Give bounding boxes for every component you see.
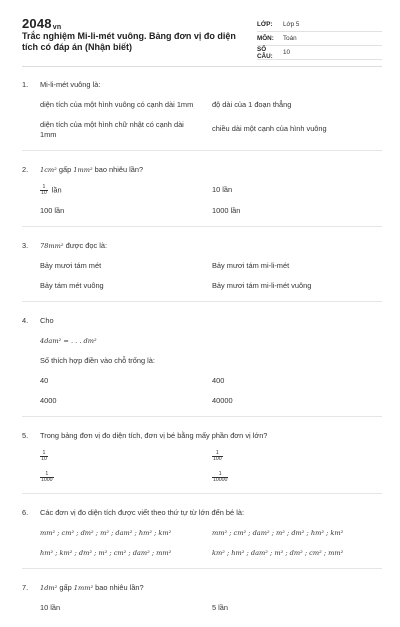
answer-option[interactable]: hm² ; km² ; dm² ; m² ; cm² ; dam² ; mm² [40,549,172,557]
question-4: 4. Cho 4dam² = . . . dm² Số thích hợp điền vào chỗ trống là: 40 400 4000 40000 [22,316,382,417]
question-text: Trong bảng đơn vị đo diện tích, đơn vị bé bằng mấy phần đơn vị lớn? [40,431,268,440]
answer-option[interactable]: mm² ; cm² ; dm² ; m² ; dam² ; hm² ; km² [40,529,172,537]
answer-option[interactable]: Bảy mươi tám mi-li-mét [212,261,290,270]
answer-option[interactable]: Bảy mươi tám mi-li-mét vuông [212,281,312,290]
answer-option[interactable]: 10 lần [212,185,233,194]
page-title: Trắc nghiệm Mi-li-mét vuông. Bảng đơn vị đo diện tích có đáp án (Nhận biết) [22,31,236,52]
answer-option[interactable]: độ dài của 1 đoạn thẳng [212,100,292,109]
answer-option[interactable]: km² ; hm² ; dam² ; m² ; dm² ; cm² ; mm² [212,549,344,557]
question-divider [22,226,382,227]
answer-option[interactable]: 40 [40,376,49,385]
fraction: $\frac{1}{1000}$ [41,471,53,483]
question-divider [22,493,382,494]
site-logo[interactable]: $2048_{vn}$ [22,16,62,31]
answer-option[interactable]: chiều dài một cạnh của hình vuông [212,124,327,133]
answer-option[interactable] [40,451,212,462]
question-6: 6. Các đơn vị đo diện tích được viết theo thứ tự từ lớn đến bé là: mm² ; cm² ; dm² ; m² ; dam² ; hm² ; km² mm² ; cm² ; dam² ; m² ; dm² ; hm² ; km² hm² ; km² ; dm² ; m² ; cm² ; dam² ; mm² km² ; hm² ; dam² ; m² ; dm² ; cm² ; mm² [22,508,382,569]
question-2: 2. 1cm² gấp 1mm² bao nhiêu lần? $\frac{1}{10}$ lần 10 lần 100 lần 1000 lần [22,165,382,227]
answer-option[interactable] [40,472,212,483]
answer-option[interactable]: 4000 [40,396,57,405]
answer-option[interactable]: 100 lần [40,206,65,215]
question-3: 3. 78mm² được đọc là: Bảy mươi tám mét Bảy mươi tám mi-li-mét Bảy tám mét vuông Bảy mươi tám mi-li-mét vuông [22,241,382,302]
fraction: $\frac{1}{10}$ [41,184,47,196]
meta-row-subject: MÔN: Toán [257,32,382,46]
answer-option[interactable]: $\frac{1}{10}$ lần [41,184,62,196]
question-text: Cho [40,316,54,325]
question-text: Các đơn vị đo diện tích được viết theo thứ tự từ lớn đến bé là: [40,508,245,517]
question-divider [22,568,382,569]
fraction: $\frac{1}{10}$ [41,450,47,462]
question-5: 5. Trong bảng đơn vị đo diện tích, đơn vị bé bằng mấy phần đơn vị lớn? $\frac{1}{10}$ $\frac{1}{100}$ $\frac{1}{1000}$ $\frac{1}{10000}$ [22,431,382,494]
answer-option[interactable] [212,472,382,483]
question-subtext: Số thích hợp điền vào chỗ trống là: [40,356,155,365]
answer-option[interactable]: 400 [212,376,225,385]
answer-option[interactable]: 5 lần [212,603,229,612]
question-formula: 4dam² = . . . dm² [40,337,97,345]
answer-option[interactable]: 10 lần [40,603,61,612]
question-text: 78mm² được đọc là: [40,241,108,250]
answer-option[interactable] [212,451,382,462]
meta-row-count: SỐ CÂU: 10 [257,46,382,60]
question-1: 1. Mi-li-mét vuông là: diện tích của một hình vuông có cạnh dài 1mm độ dài của 1 đoạn thẳng diện tích của một hình chữ nhật có cạnh dài 1mm chiều dài một cạnh của hình vuông [22,80,382,151]
answer-option[interactable]: Bảy mươi tám mét [40,261,102,270]
answer-option[interactable]: 40000 [212,396,233,405]
meta-table [257,18,382,60]
question-text: 1cm² gấp 1mm² bao nhiêu lần? [40,165,144,174]
question-list [22,80,382,627]
answer-option[interactable]: diện tích của một hình chữ nhật có cạnh dài 1mm [40,120,184,139]
fraction: $\frac{1}{10000}$ [213,471,228,483]
answer-option[interactable]: Bảy tám mét vuông [40,281,104,290]
question-text: Mi-li-mét vuông là: [40,80,101,89]
question-divider [22,150,382,151]
question-divider [22,301,382,302]
document-header [22,0,382,67]
fraction: $\frac{1}{100}$ [213,450,222,462]
answer-option[interactable]: diện tích của một hình vuông có cạnh dài 1mm [40,100,194,109]
meta-row-class: LỚP: Lớp 5 [257,18,382,32]
question-text: 1dm² gấp 1mm² bao nhiêu lần? [40,583,144,592]
answer-option[interactable]: mm² ; cm² ; dam² ; m² ; dm² ; hm² ; km² [212,529,344,537]
question-7: 7. 1dm² gấp 1mm² bao nhiêu lần? 10 lần 5 lần [22,583,382,613]
question-divider [22,416,382,417]
answer-option[interactable]: 1000 lần [212,206,241,215]
